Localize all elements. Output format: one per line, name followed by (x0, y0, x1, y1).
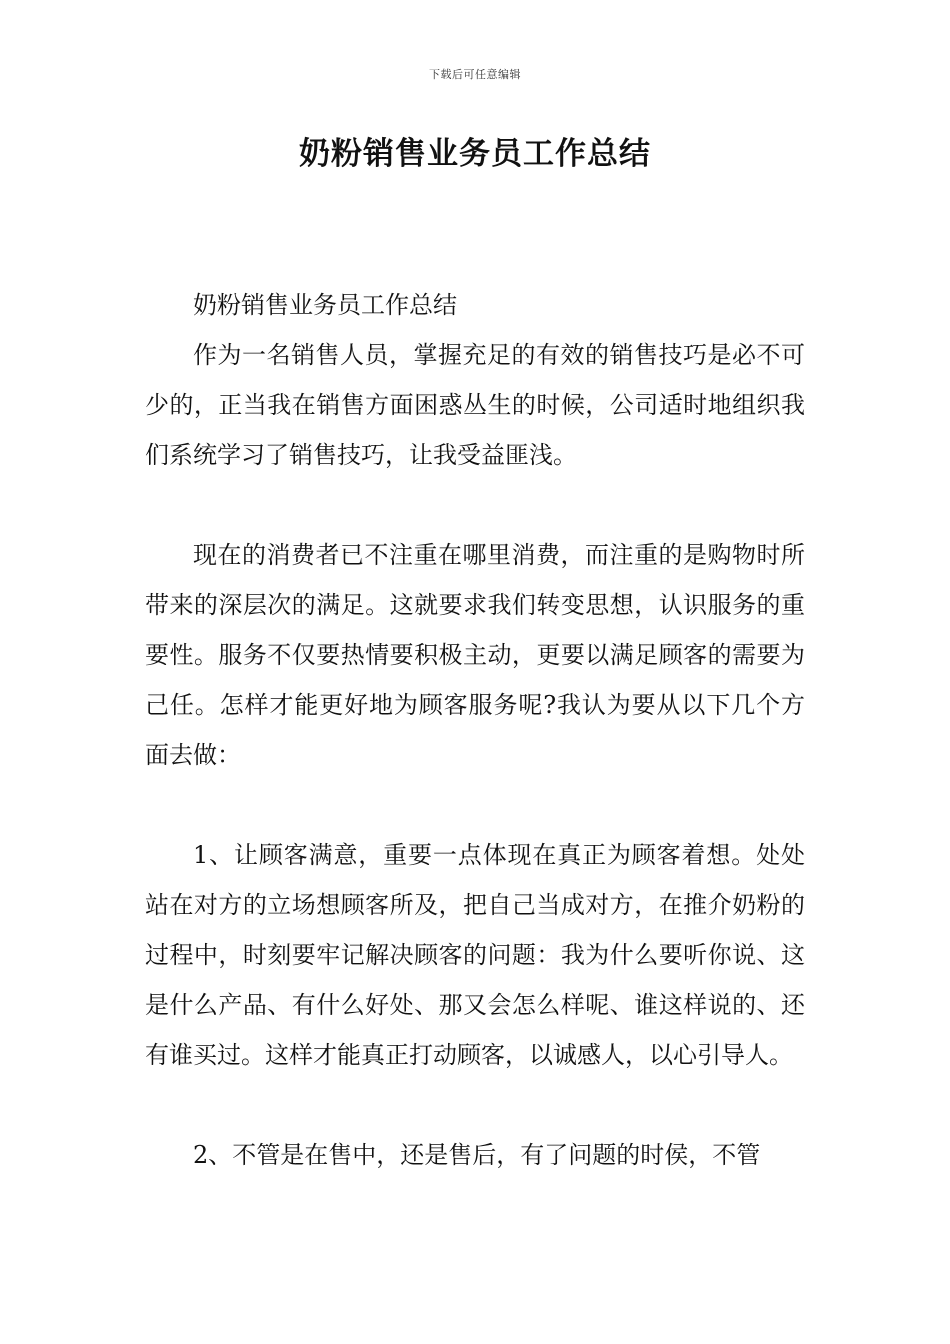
header-note: 下载后可任意编辑 (429, 68, 521, 81)
paragraph-intro: 作为一名销售人员，掌握充足的有效的销售技巧是必不可少的，正当我在销售方面困惑丛生的时候，公司适时地组织我们系统学习了销售技巧，让我受益匪浅。 (145, 341, 805, 469)
paragraph-point-1: 1、让顾客满意，重要一点体现在真正为顾客着想。处处站在对方的立场想顾客所及，把自己当成对方，在推介奶粉的过程中，时刻要牢记解决顾客的问题：我为什么要听你说、这是什么产品、有什么好处、那又会怎么样呢、谁这样说的、还有谁买过。这样才能真正打动顾客，以诚感人，以心引导人。 (145, 841, 805, 1069)
paragraph-point-2: 2、不管是在售中，还是售后，有了问题的时侯，不管 (193, 1141, 761, 1169)
document-body (145, 280, 805, 1180)
paragraph-consumers: 现在的消费者已不注重在哪里消费，而注重的是购物时所带来的深层次的满足。这就要求我们转变思想，认识服务的重要性。服务不仅要热情要积极主动，更要以满足顾客的需要为己任。怎样才能更好地为顾客服务呢?我认为要从以下几个方面去做： (145, 541, 805, 769)
page-title: 奶粉销售业务员工作总结 (299, 136, 651, 172)
paragraph-subtitle: 奶粉销售业务员工作总结 (193, 291, 457, 319)
